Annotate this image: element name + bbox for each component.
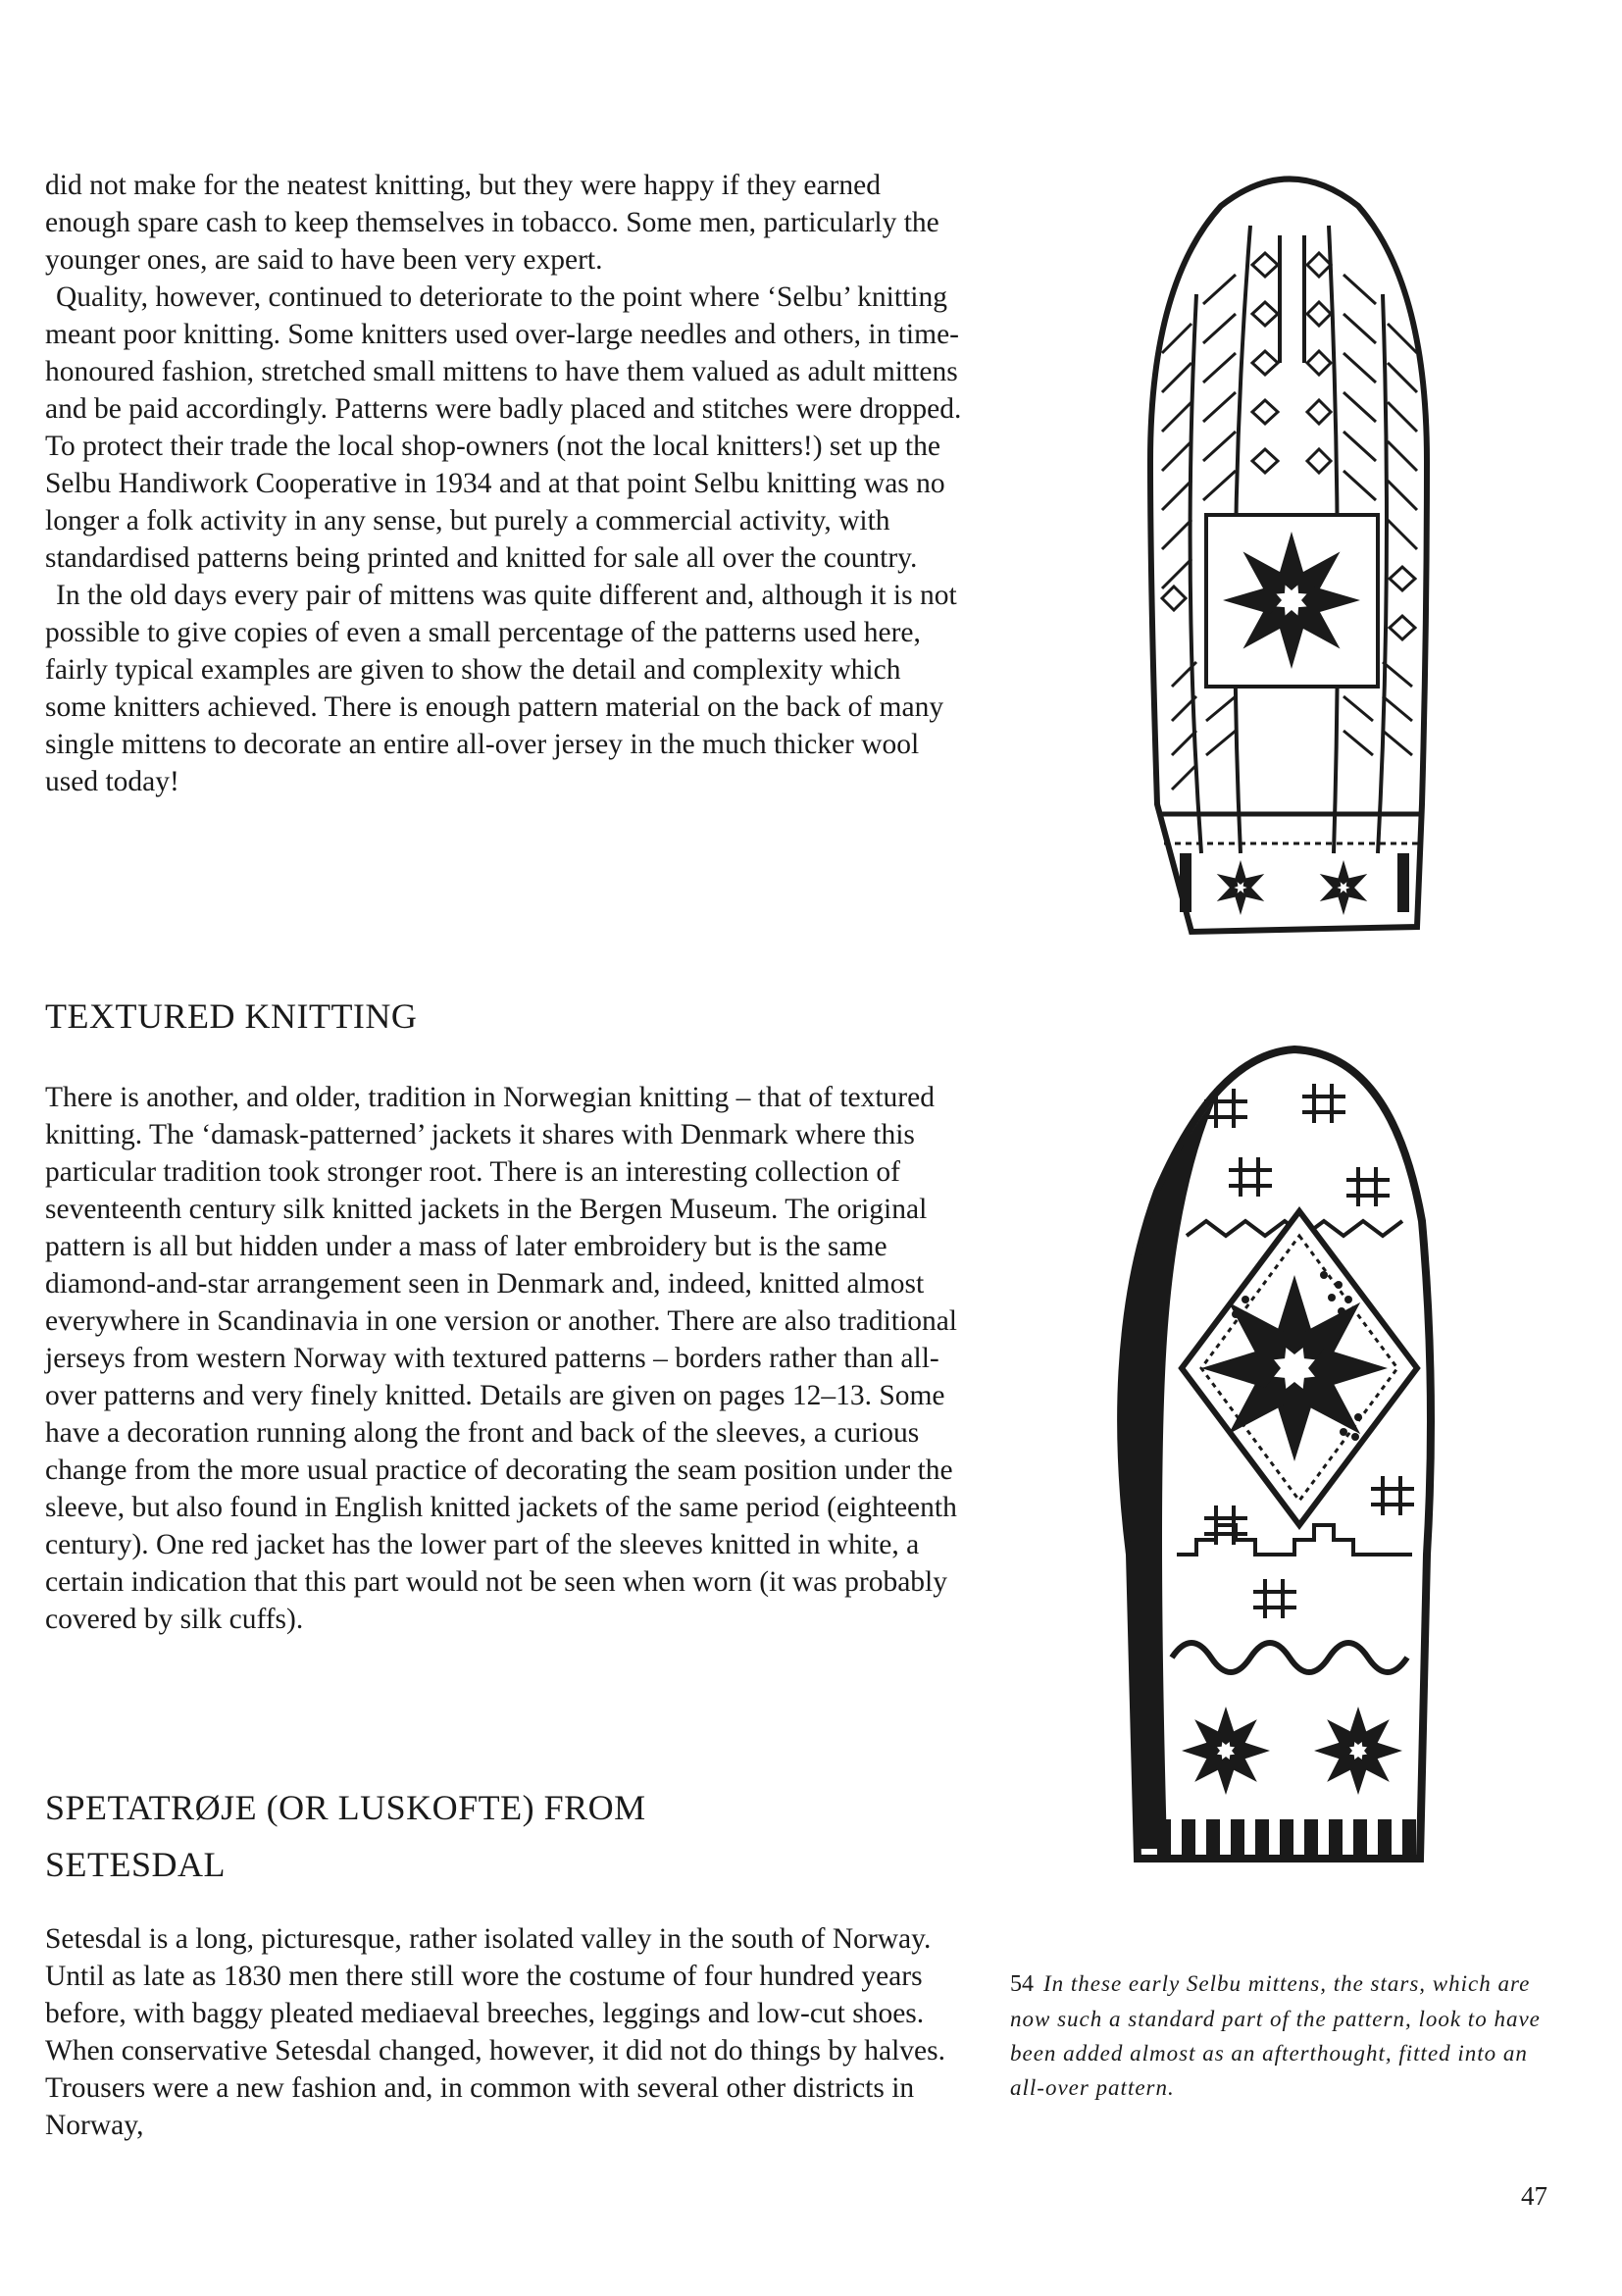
section-heading: TEXTURED KNITTING xyxy=(45,996,418,1036)
section-textured-body xyxy=(45,1079,967,1638)
section-setesdal xyxy=(45,1779,790,1893)
figure-number: 54 xyxy=(1010,1971,1034,1997)
main-text-column xyxy=(45,167,967,800)
selbu-mitten-illustration-bottom xyxy=(1098,1045,1451,1868)
body-paragraph: Setesdal is a long, picturesque, rather isolated valley in the south of Norway. Until as late as 1830 men there still wore the costume of four hundred years before, with baggy pleated mediaeval breeches, leggings and low-cut shoes. When conservative Setesdal changed, however, it did not do things by halves. Trousers were a new fashion and, in common with several other districts in Norway, xyxy=(45,1923,946,2141)
body-paragraph: In the old days every pair of mittens was quite different and, although it is not possible to give copies of even a small percentage of the patterns used here, fairly typical examples are given to show the detail and complexity which some knitters achieved. There is enough pattern material on the back of many single mittens to decorate an entire all-over jersey in the much thicker wool used today! xyxy=(45,580,957,797)
body-paragraph: Quality, however, continued to deteriorate to the point where ‘Selbu’ knitting meant poor knitting. Some knitters used over-large needles and others, in time-honoured fashion, stretched small mittens to have them valued as adult mittens and be paid accordingly. Patterns were badly placed and stitches were dropped. To protect their trade the local shop-owners (not the local knitters!) set up the Selbu Handiwork Cooperative in 1934 and at that point Selbu knitting was no longer a folk activity in any sense, but purely a commercial activity, with standardised patterns being printed and knitted for sale all over the country. xyxy=(45,281,962,574)
page-number: 47 xyxy=(1521,2181,1547,2211)
section-heading: SPETATRØJE (OR LUSKOFTE) FROM SETESDAL xyxy=(45,1788,646,1884)
body-paragraph: There is another, and older, tradition in Norwegian knitting – that of textured knitting. The ‘damask-patterned’ jackets it shares with Denmark where this particular tradition took stronger root. There is an interesting collection of seventeenth century silk knitted jackets in the Bergen Museum. The original pattern is all but hidden under a mass of later embroidery but is the same diamond-and-star arrangement seen in Denmark and, indeed, knitted almost everywhere in Scandinavia in one version or another. There are also traditional jerseys from western Norway with textured patterns – borders rather than all-over patterns and very finely knitted. Details are given on pages 12–13. Some have a decoration running along the front and back of the sleeves, a curious change from the more usual practice of decorating the seam position under the sleeve, but also found in English knitted jackets of the same period (eighteenth century). One red jacket has the lower part of the sleeves knitted in white, a certain indication that this part would not be seen when worn (it was probably covered by silk cuffs). xyxy=(45,1082,957,1635)
figure-caption xyxy=(1010,1966,1559,2105)
body-paragraph: did not make for the neatest knitting, but they were happy if they earned enough spare cash to keep themselves in tobacco. Some men, particularly the younger ones, are said to have been very expert. xyxy=(45,170,939,276)
selbu-mitten-illustration-top xyxy=(1133,167,1446,942)
section-setesdal-body xyxy=(45,1920,967,2144)
section-textured-knitting xyxy=(45,991,967,1042)
figure-caption-text: In these early Selbu mittens, the stars, which are now such a standard part of the pattern, look to have been added almost as an afterthought, fitted into an all-over pattern. xyxy=(1010,1971,1541,2100)
